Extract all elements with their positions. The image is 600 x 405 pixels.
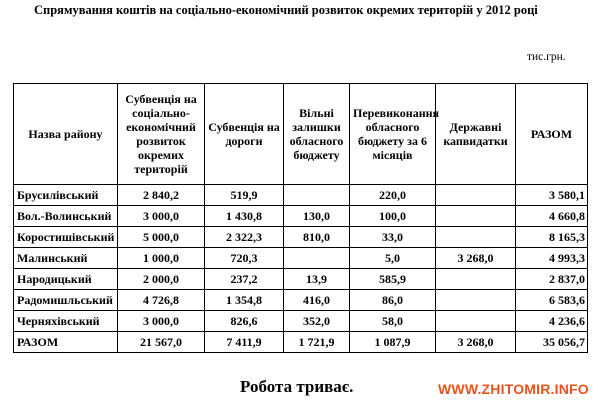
value-cell: 416,0 <box>284 290 350 311</box>
value-cell <box>436 227 516 248</box>
table-row <box>14 206 588 227</box>
document-title: Спрямування коштів на соціально-економічний розвиток окремих територій у 2012 році <box>34 3 538 17</box>
value-cell: 3 580,1 <box>516 185 588 206</box>
value-cell: 7 411,9 <box>205 332 284 353</box>
value-cell <box>284 248 350 269</box>
value-cell: 8 165,3 <box>516 227 588 248</box>
district-name-cell: РАЗОМ <box>14 332 118 353</box>
value-cell: 352,0 <box>284 311 350 332</box>
district-name-cell: Коростишівський <box>14 227 118 248</box>
value-cell: 13,9 <box>284 269 350 290</box>
header-free-balances: Вільні залишки обласного бюджету <box>284 84 350 185</box>
value-cell: 585,9 <box>350 269 436 290</box>
value-cell: 2 322,3 <box>205 227 284 248</box>
district-name-cell: Брусилівський <box>14 185 118 206</box>
district-name-cell: Малинський <box>14 248 118 269</box>
header-subvention-development: Субвенція на соціально-економічний розвиток окремих територій <box>118 84 205 185</box>
table-row <box>14 248 588 269</box>
value-cell: 5,0 <box>350 248 436 269</box>
table-row <box>14 185 588 206</box>
value-cell: 86,0 <box>350 290 436 311</box>
value-cell: 2 840,2 <box>118 185 205 206</box>
value-cell: 1 354,8 <box>205 290 284 311</box>
value-cell: 3 268,0 <box>436 248 516 269</box>
table-row <box>14 269 588 290</box>
footer-text: Робота триває. <box>240 377 354 396</box>
value-cell: 58,0 <box>350 311 436 332</box>
value-cell: 21 567,0 <box>118 332 205 353</box>
value-cell: 4 236,6 <box>516 311 588 332</box>
value-cell: 1 721,9 <box>284 332 350 353</box>
value-cell: 130,0 <box>284 206 350 227</box>
value-cell: 35 056,7 <box>516 332 588 353</box>
header-district: Назва району <box>14 84 118 185</box>
header-total: РАЗОМ <box>516 84 588 185</box>
value-cell: 3 000,0 <box>118 311 205 332</box>
district-name-cell: Народицький <box>14 269 118 290</box>
value-cell: 100,0 <box>350 206 436 227</box>
value-cell: 5 000,0 <box>118 227 205 248</box>
value-cell: 4 660,8 <box>516 206 588 227</box>
table-row <box>14 227 588 248</box>
value-cell: 237,2 <box>205 269 284 290</box>
value-cell: 1 430,8 <box>205 206 284 227</box>
value-cell <box>436 290 516 311</box>
value-cell <box>436 269 516 290</box>
value-cell <box>436 206 516 227</box>
table-row <box>14 290 588 311</box>
value-cell: 3 268,0 <box>436 332 516 353</box>
district-name-cell: Черняхівський <box>14 311 118 332</box>
value-cell <box>284 185 350 206</box>
value-cell: 3 000,0 <box>118 206 205 227</box>
header-overfulfillment: Перевиконання обласного бюджету за 6 місяців <box>350 84 436 185</box>
value-cell: 2 837,0 <box>516 269 588 290</box>
header-row <box>14 84 588 185</box>
value-cell <box>436 311 516 332</box>
value-cell: 6 583,6 <box>516 290 588 311</box>
header-subvention-roads: Субвенція на дороги <box>205 84 284 185</box>
district-name-cell: Вол.-Волинський <box>14 206 118 227</box>
district-name-cell: Радомишльський <box>14 290 118 311</box>
value-cell: 4 993,3 <box>516 248 588 269</box>
value-cell: 1 087,9 <box>350 332 436 353</box>
total-row <box>14 332 588 353</box>
value-cell: 33,0 <box>350 227 436 248</box>
value-cell: 810,0 <box>284 227 350 248</box>
watermark-logo: WWW.ZHITOMIR.INFO <box>438 381 589 397</box>
header-state-capex: Державні капвидатки <box>436 84 516 185</box>
value-cell: 1 000,0 <box>118 248 205 269</box>
value-cell: 720,3 <box>205 248 284 269</box>
value-cell: 220,0 <box>350 185 436 206</box>
table-row <box>14 311 588 332</box>
unit-label: тис.грн. <box>527 51 566 63</box>
value-cell <box>436 185 516 206</box>
funding-table <box>13 83 588 353</box>
value-cell: 826,6 <box>205 311 284 332</box>
value-cell: 4 726,8 <box>118 290 205 311</box>
value-cell: 2 000,0 <box>118 269 205 290</box>
value-cell: 519,9 <box>205 185 284 206</box>
